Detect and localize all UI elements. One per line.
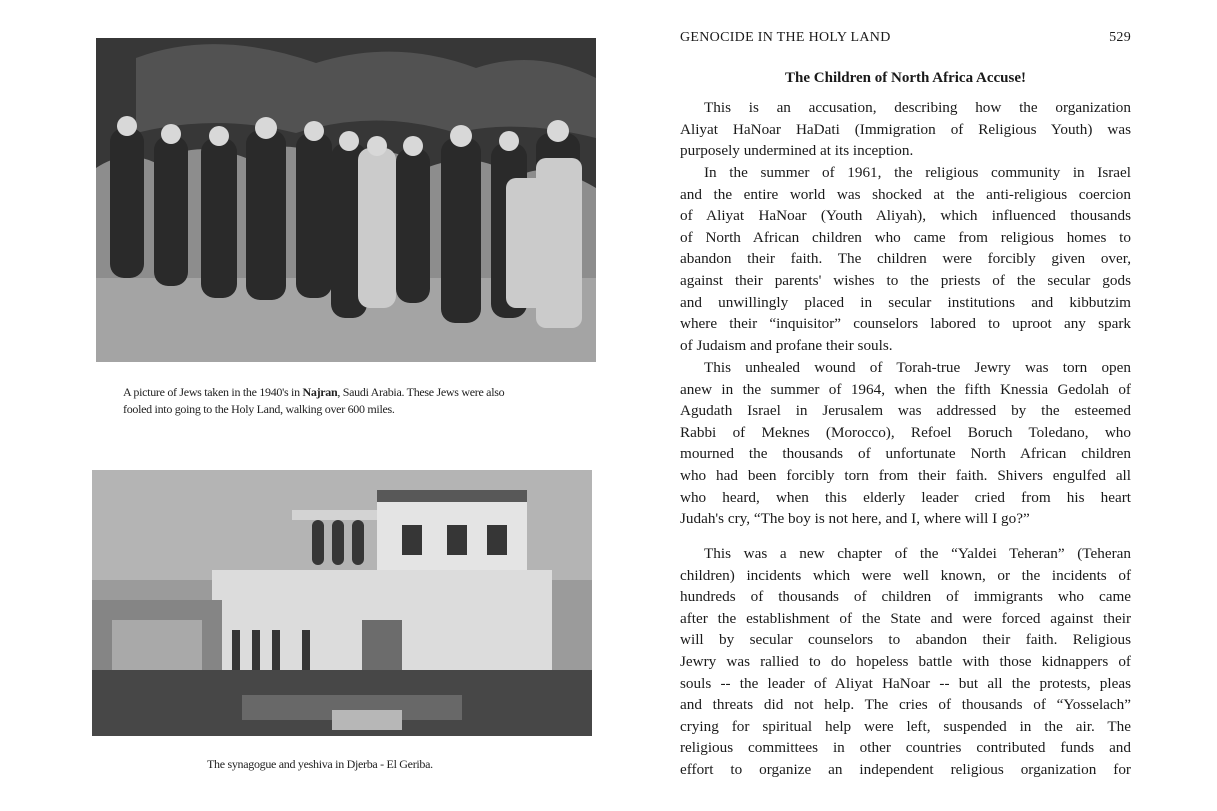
text-line: This is an accusation, describing how the organization [704,99,1131,116]
photo1-caption-pre: A picture of Jews taken in the 1940's in [123,385,303,399]
text-line: anew in the summer of 1964, when the fifth Knessia Gedolah of [680,380,1131,398]
photo1-caption [123,384,583,418]
text-line: of North African children who came from religious homes to [680,228,1131,246]
text-line: who heard, when this elderly leader cried from his heart [680,488,1131,506]
text-line: mourned the thousands of unfortunate North African children [680,445,1131,463]
running-head-title: GENOCIDE IN THE HOLY LAND [680,30,891,45]
photo1-caption-line1 [123,384,583,401]
text-line: and the entire world was shocked at the anti-religious coercion [680,185,1131,203]
paragraph-3 [680,357,1131,530]
page-number: 529 [1109,30,1131,45]
text-line: who had been forcibly torn from their faith. Shivers engulfed all [680,466,1131,484]
paragraph-1 [680,97,1131,162]
text-line: souls -- the leader of Aliyat HaNoar -- but all the protests, pleas [680,674,1131,692]
photo1-caption-line2: fooled into going to the Holy Land, walking over 600 miles. [123,402,395,416]
text-line: hundreds of thousands of children of immigrants who came [680,588,1131,606]
text-line: and unwillingly placed in secular institutions and kibbutzim [680,293,1131,311]
photo-najran-group [96,38,596,362]
text-line: religious committees in other countries contributed funds and [680,739,1131,757]
text-line: In the summer of 1961, the religious community in Israel [704,164,1131,181]
text-line: where their “inquisitor” counselors labored to uproot any spark [680,315,1131,333]
text-line: Judah's cry, “The boy is not here, and I, where will I go?” [680,510,1030,528]
text-line: Agudath Israel in Jerusalem was addressed by the esteemed [680,402,1131,420]
photo1-caption-post: , Saudi Arabia. These Jews were also [337,385,505,399]
photo1-caption-bold: Najran [302,385,338,399]
text-line: Rabbi of Meknes (Morocco), Refoel Boruch Toledano, who [680,423,1131,441]
text-line: Aliyat HaNoar HaDati (Immigration of Religious Youth) was [680,120,1131,138]
text-line: Jewry was rallied to do hopeless battle with those kidnappers of [680,652,1131,670]
text-line: children) incidents which were well known, or the incidents of [680,566,1131,584]
section-title: The Children of North Africa Accuse! [785,70,1026,86]
photo-djerba-synagogue [92,470,592,736]
text-line: crying for spiritual help were left, suspended in the air. The [680,717,1131,735]
text-line: after the establishment of the State and were forced against their [680,609,1131,627]
text-line: and threats did not help. The cries of thousands of “Yosselach” [680,696,1131,714]
running-header [680,30,1131,50]
text-line: will by secular counselors to abandon their faith. Religious [680,631,1131,649]
text-line: of Aliyat HaNoar (Youth Aliyah), which influenced thousands [680,207,1131,225]
text-line: This unhealed wound of Torah-true Jewry was torn open [704,359,1131,376]
text-line: abandon their faith. The children were forcibly given over, [680,250,1131,268]
text-line: effort to organize an independent religious organization for [680,760,1131,778]
text-line: against their parents' wishes to the priests of the secular gods [680,271,1131,289]
photo2-caption: The synagogue and yeshiva in Djerba - El Geriba. [207,757,433,771]
paragraph-4 [680,543,1131,781]
text-line: purposely undermined at its inception. [680,142,914,160]
text-line: of Judaism and profane their souls. [680,336,893,354]
paragraph-2 [680,162,1131,356]
text-line: This was a new chapter of the “Yaldei Teheran” (Teheran [704,545,1131,562]
